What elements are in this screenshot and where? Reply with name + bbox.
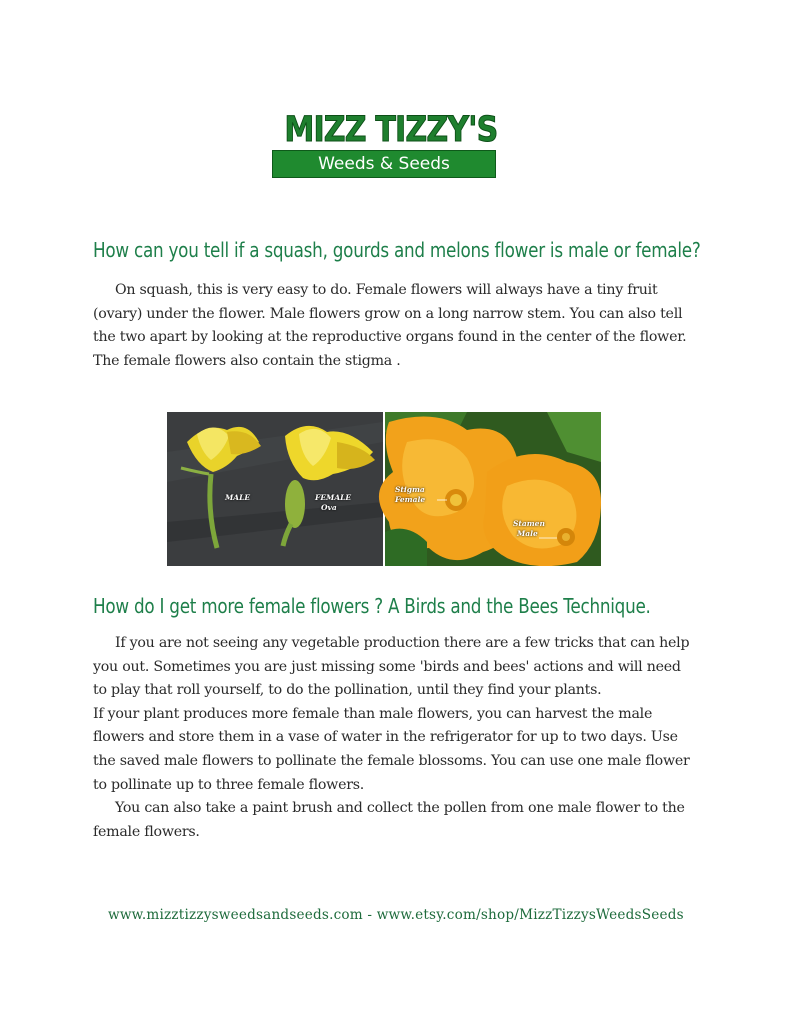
logo-title: MIZZ TIZZY'S	[284, 110, 498, 150]
label-stigma: Stigma	[395, 485, 425, 494]
section-heading-more-female-flowers: How do I get more female flowers ? A Birds and the Bees Technique.	[93, 594, 651, 618]
label-ova: Ova	[321, 503, 337, 512]
section-paragraph-more-female-flowers	[93, 632, 693, 844]
logo-subtitle: Weeds & Seeds	[272, 150, 496, 178]
paragraph-text: If your plant produces more female than male flowers, you can harvest the male flowers and store them in a vase of water in the refrigerator for up to two days. Use the saved male flowers to pollinate the female blossoms. You can use one male flower to pollinate up to three female flowers.	[93, 705, 690, 793]
flower-comparison-photo	[167, 412, 601, 566]
label-female: FEMALE	[315, 493, 352, 502]
brand-logo	[268, 112, 502, 180]
label-stamen-male: Male	[517, 529, 538, 538]
label-stamen: Stamen	[513, 519, 545, 528]
flower-photo-illustration	[167, 412, 601, 566]
footer-links: www.mizztizzysweedsandseeds.com - www.etsy.com/shop/MizzTizzysWeedsSeeds	[108, 907, 684, 923]
section-heading-sex-of-flower: How can you tell if a squash, gourds and melons flower is male or female?	[93, 238, 701, 262]
paragraph-text: You can also take a paint brush and collect the pollen from one male flower to the female flowers.	[93, 800, 685, 840]
label-male: MALE	[225, 493, 251, 502]
label-stigma-female: Female	[395, 495, 426, 504]
paragraph-text: On squash, this is very easy to do. Female flowers will always have a tiny fruit (ovary) under the flower. Male flowers grow on a long narrow stem. You can also tell the two apart by looking at the reproductive organs found in the center of the flower. The female flowers also contain the stigma .	[93, 282, 687, 369]
section-paragraph-sex-of-flower	[93, 279, 693, 373]
paragraph-text: If you are not seeing any vegetable production there are a few tricks that can help you out. Sometimes you are just missing some 'birds and bees' actions and will need to play that roll yourself, to do the pollination, until they find your plants.	[93, 635, 690, 699]
